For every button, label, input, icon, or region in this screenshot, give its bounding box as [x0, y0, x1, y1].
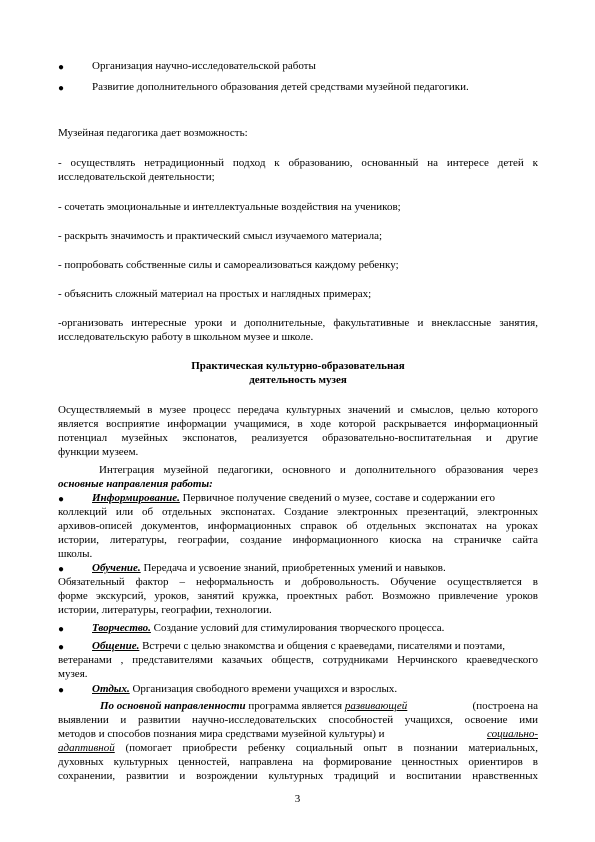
paragraph-line: адаптивной (помогает приобрести ребенку социальный опыт в познании материальных,: [58, 742, 538, 754]
possibility-line: - сочетать эмоциональные и интеллектуальные воздействия на учеников;: [58, 201, 401, 213]
direction-line: ветеранами , представителями казачьих обществ, сотрудниками Нерчинского краеведческого: [58, 654, 538, 666]
direction-line: музея.: [58, 668, 88, 680]
paragraph-line: основные направления работы:: [58, 478, 213, 490]
possibility-line: - объяснить сложный материал на простых и наглядных примерах;: [58, 288, 372, 300]
paragraph-line: выявлении и развитии научно-исследовательских способностей учащихся, освоение ими: [58, 714, 538, 726]
paragraph-line: духовных культурных ценностей, направлена на формирование ценностных ориентиров в: [58, 756, 538, 768]
term-adaptive: адаптивной: [58, 742, 115, 754]
possibility-line: - попробовать собственные силы и самореализоваться каждому ребенку;: [58, 259, 399, 271]
direction-line: школы.: [58, 548, 93, 560]
bullet-item: Развитие дополнительного образования детей средствами музейной педагогики.: [92, 81, 469, 93]
direction-line: истории, литературы, географии, создание информационного киоска на страничке сайта: [58, 534, 538, 546]
section-heading: деятельность музея: [249, 374, 347, 386]
paragraph-line: По основной направленности программа является развивающей (построена на: [100, 700, 538, 712]
possibility-line: исследовательской деятельности;: [58, 171, 215, 183]
bullet-marker: ●: [58, 83, 65, 94]
direction-line: Обязательный фактор – неформальность и добровольность. Обучение осуществляется в: [58, 576, 538, 588]
direction-line: истории, литературы, географии, технологии.: [58, 604, 272, 616]
page-number: 3: [294, 793, 301, 805]
bullet-marker: ●: [58, 494, 65, 505]
possibility-line: - осуществлять нетрадиционный подход к образованию, основанный на интересе детей к: [58, 157, 538, 169]
direction-item: Обучение. Передача и усвоение знаний, приобретенных умений и навыков.: [92, 562, 446, 574]
bullet-marker: ●: [58, 642, 65, 653]
paragraph-line: Осуществляемый в музее процесс передача культурных значений и смыслов, целью которого: [58, 404, 538, 416]
possibility-line: - раскрыть значимость и практический смысл изучаемого материала;: [58, 230, 383, 242]
paragraph-line: потенциал музейных экспонатов, реализуется образовательно-воспитательная и другие: [58, 432, 538, 444]
paragraph-line: методов и способов познания мира средствами музейной культуры) и социально-: [58, 728, 538, 740]
paragraph-line: Интеграция музейной педагогики, основного и дополнительного образования через: [99, 464, 538, 476]
paragraph-line: является восприятие информации учащимися, в ходе которой раскрывается информационный: [58, 418, 538, 430]
possibility-line: исследовательскую работу в школьном музее и школе.: [58, 331, 314, 343]
direction-line: архивов-описей документов, информационных справок об отдельных экспонатах на уроках: [58, 520, 538, 532]
section-heading: Практическая культурно-образовательная: [191, 360, 405, 372]
direction-term: Информирование.: [92, 492, 180, 504]
direction-line: форме экскурсий, уроков, занятий кружка, проектных работ. Возможно привлечение уроков: [58, 590, 538, 602]
bullet-marker: ●: [58, 564, 65, 575]
bullet-marker: ●: [58, 624, 65, 635]
paragraph-line: сохранении, развитии и возрождении культурных традиций и воспитании нравственных: [58, 770, 538, 782]
direction-item: Творчество. Создание условий для стимулирования творческого процесса.: [92, 622, 445, 634]
possibility-line: -организовать интересные уроки и дополнительные, факультативные и внеклассные занятия,: [58, 317, 538, 329]
bullet-item: Организация научно-исследовательской работы: [92, 60, 316, 72]
paragraph-line: функции музеем.: [58, 446, 139, 458]
intro-text: Музейная педагогика дает возможность:: [58, 127, 248, 139]
direction-term: Общение.: [92, 640, 140, 652]
term-developing: развивающей: [344, 700, 408, 712]
bullet-marker: ●: [58, 685, 65, 696]
bullet-marker: ●: [58, 62, 65, 73]
term-social: социально-: [486, 728, 538, 740]
direction-item: Общение. Встречи с целью знакомства и общения с краеведами, писателями и поэтами,: [92, 640, 506, 652]
direction-item: Отдых. Организация свободного времени учащихся и взрослых.: [92, 683, 398, 695]
direction-item: Информирование. Первичное получение сведений о музее, составе и содержании его: [92, 492, 496, 504]
direction-term: Обучение.: [92, 562, 141, 574]
direction-term: Творчество.: [92, 622, 151, 634]
direction-term: Отдых.: [92, 683, 130, 695]
direction-line: коллекций или об отдельных экспонатах. Создание электронных презентаций, электронных: [58, 506, 538, 518]
